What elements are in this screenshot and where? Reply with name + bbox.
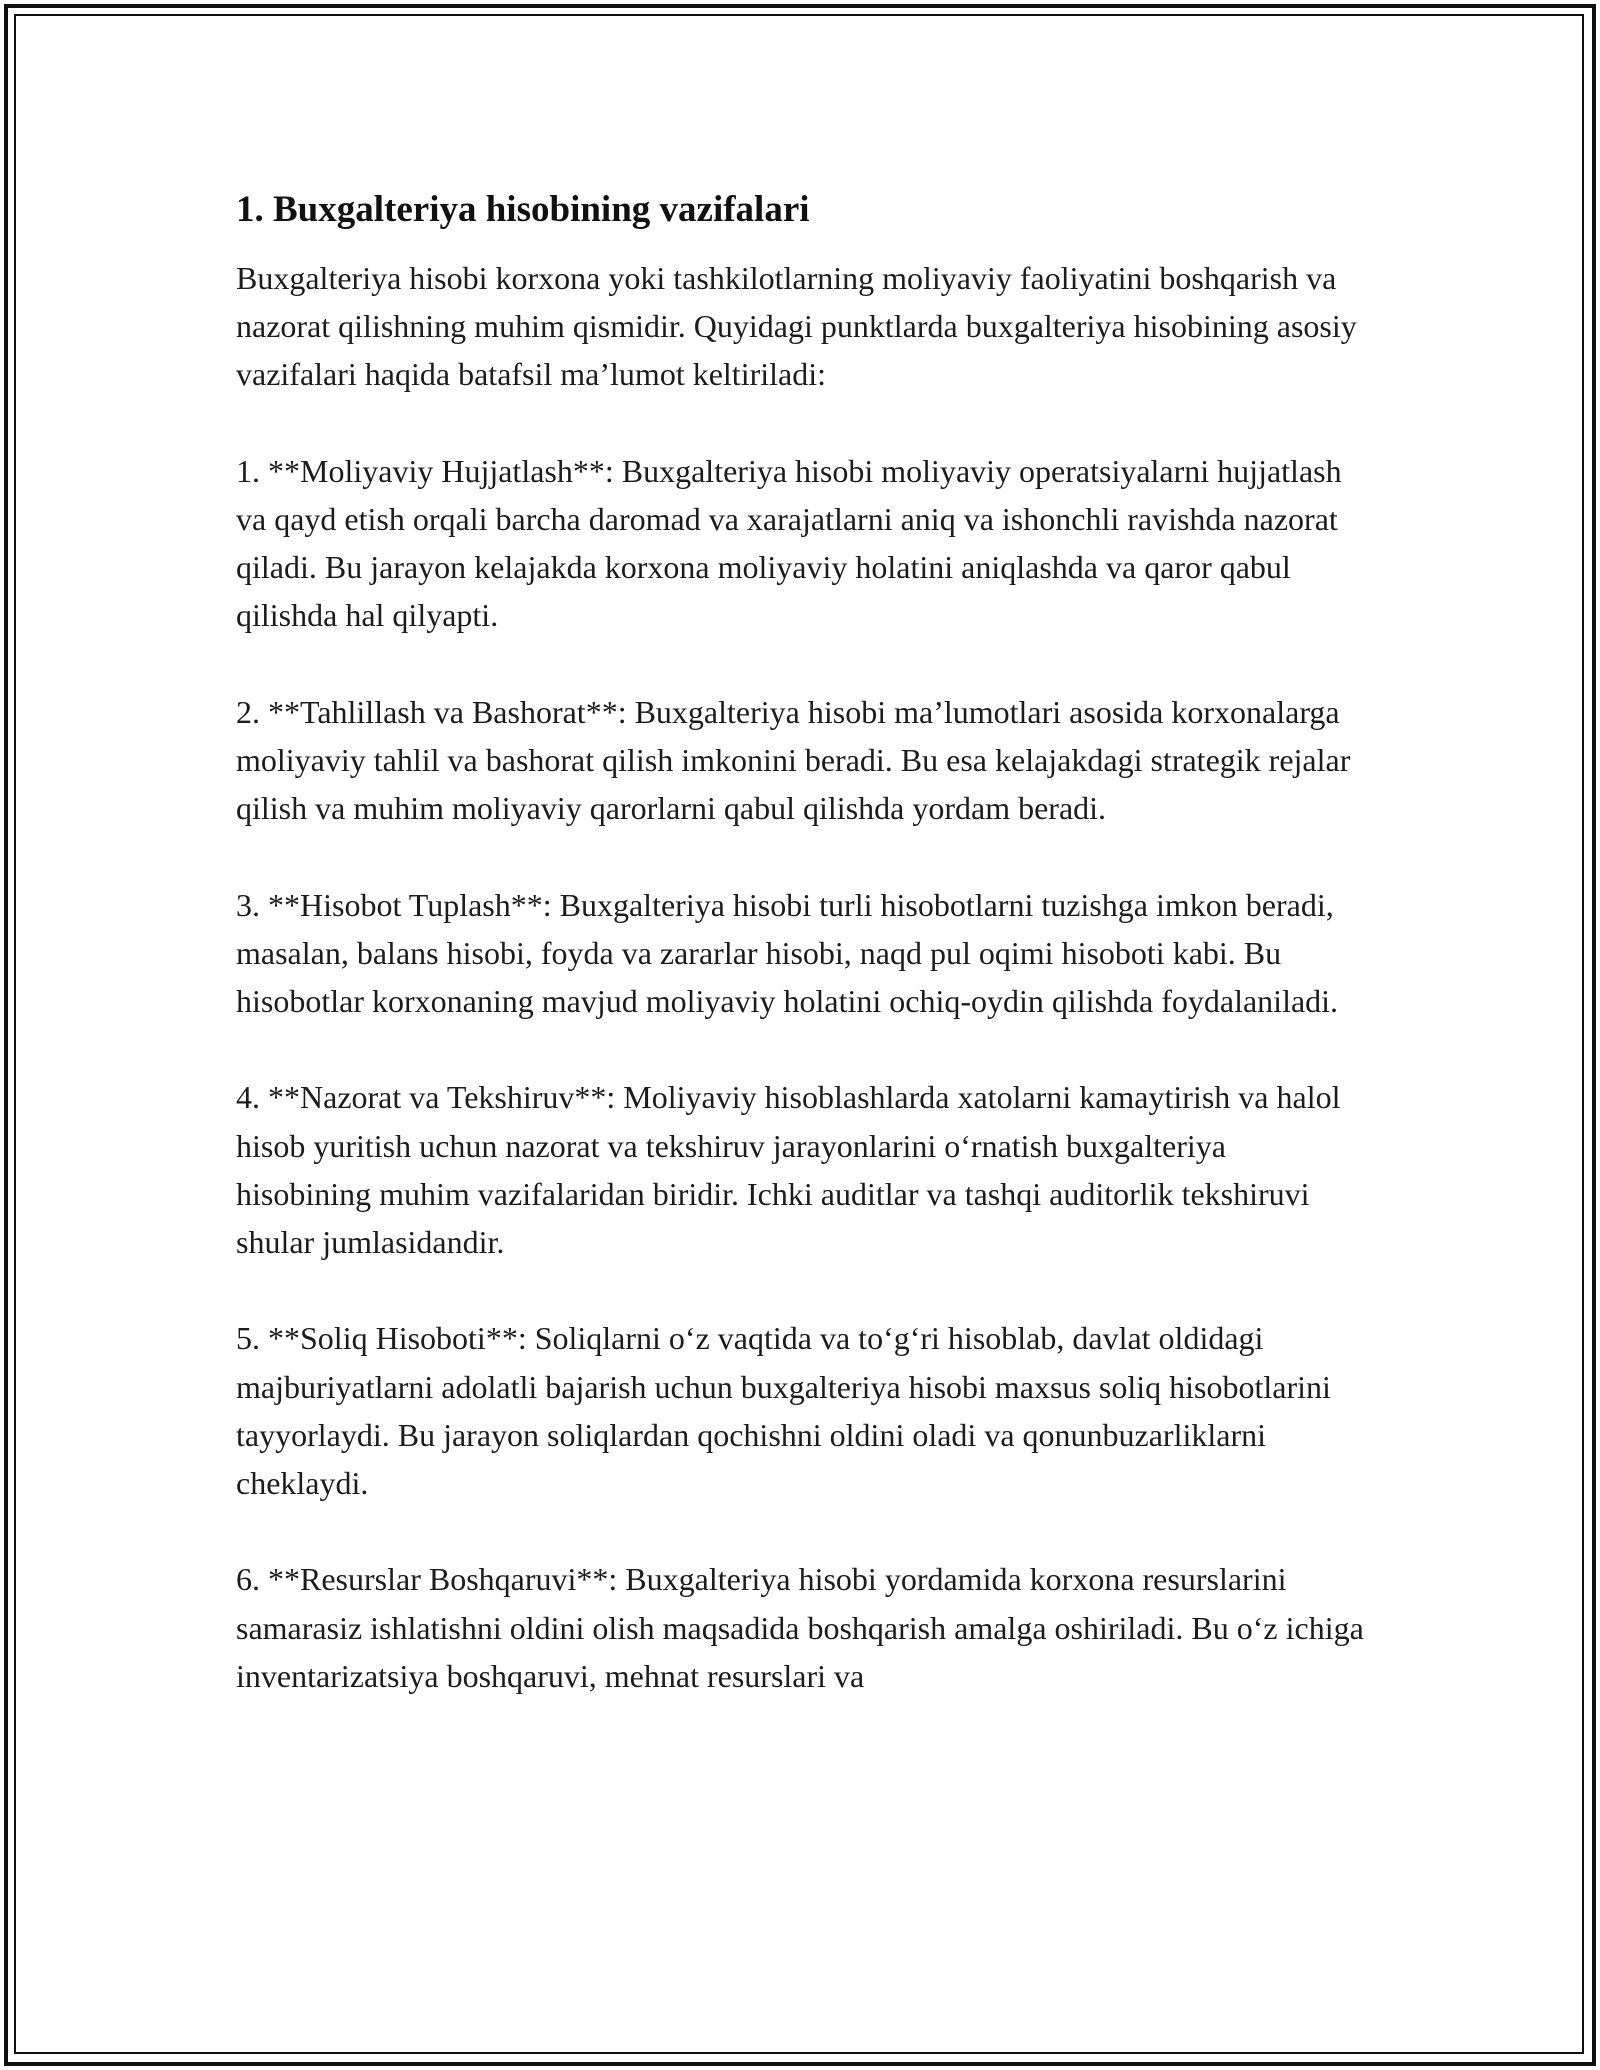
list-item-hisobot-tuplash: 3. **Hisobot Tuplash**: Buxgalteriya hisobi turli hisobotlarni tuzishga imkon beradi, masalan, balans hisobi, foyda va zararlar hisobi, naqd pul oqimi hisoboti kabi. Bu hisobotlar korxonaning mavjud moliyaviy holatini ochiq-oydin qilishda foydalaniladi. — [236, 886, 1339, 1019]
list-item-tahlillash-bashorat: 2. **Tahlillash va Bashorat**: Buxgalteriya hisobi ma’lumotlari asosida korxonalarga moliyaviy tahlil va bashorat qilish imkonini beradi. Bu esa kelajakdagi strategik rejalar qilish va muhim moliyaviy qarorlarni qabul qilishda yordam beradi. — [236, 693, 1351, 827]
section-heading: 1. Buxgalteriya hisobining vazifalari — [236, 189, 810, 230]
list-item-soliq-hisoboti: 5. **Soliq Hisoboti**: Soliqlarni o‘z vaqtida va to‘g‘ri hisoblab, davlat oldidagi majburiyatlarni adolatli bajarish uchun buxgalteriya hisobi maxsus soliq hisobotlarini tayyorlaydi. Bu jarayon soliqlardan qochishni oldini oladi va qonunbuzarliklarni cheklaydi. — [236, 1320, 1331, 1501]
list-item-resurslar-boshqaruvi: 6. **Resurslar Boshqaruvi**: Buxgalteriya hisobi yordamida korxona resurslarini samarasiz ishlatishni oldini olish maqsadida boshqarish amalga oshiriladi. Bu o‘z ichiga inventarizatsiya boshqaruvi, mehnat resurslari va — [236, 1561, 1364, 1694]
list-item-moliyaviy-hujjatlash: 1. **Moliyaviy Hujjatlash**: Buxgalteriya hisobi moliyaviy operatsiyalarni hujjatlash va qayd etish orqali barcha daromad va xarajatlarni aniq va ishonchli ravishda nazorat qiladi. Bu jarayon kelajakda korxona moliyaviy holatini aniqlashda va qaror qabul qilishda hal qilyapti. — [236, 452, 1342, 634]
list-item-nazorat-tekshiruv: 4. **Nazorat va Tekshiruv**: Moliyaviy hisoblashlarda xatolarni kamaytirish va halol hisob yuritish uchun nazorat va tekshiruv jarayonlarini o‘rnatish buxgalteriya hisobining muhim vazifalaridan biridir. Ichki auditlar va tashqi auditorlik tekshiruvi shular jumlasidandir. — [236, 1079, 1341, 1260]
intro-paragraph: Buxgalteriya hisobi korxona yoki tashkilotlarning moliyaviy faoliyatini boshqarish va nazorat qilishning muhim qismidir. Quyidagi punktlarda buxgalteriya hisobining asosiy vazifalari haqida batafsil ma’lumot keltiriladi: — [236, 260, 1357, 393]
document-body — [236, 186, 1366, 1700]
